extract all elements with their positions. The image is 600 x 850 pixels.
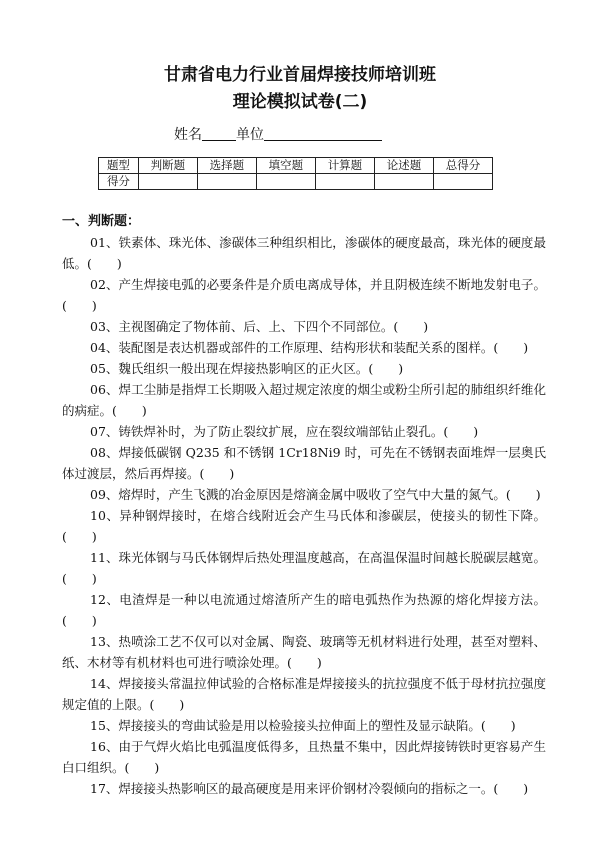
score-cell[interactable] [138, 174, 197, 190]
question-item: 01、铁素体、珠光体、渗碳体三种组织相比，渗碳体的硬度最高，珠光体的硬度最低。( ) [62, 235, 546, 271]
question-item: 15、焊接接头的弯曲试验是用以检验接头拉伸面上的塑性及显示缺陷。( ) [90, 718, 516, 733]
score-table-header-row [99, 158, 493, 174]
question-item: 17、焊接接头热影响区的最高硬度是用来评价钢材冷裂倾向的指标之一。( ) [90, 781, 529, 796]
col-calculation: 计算题 [315, 158, 374, 174]
question-list [62, 232, 546, 799]
question-item: 10、异种钢焊接时，在熔合线附近会产生马氏体和渗碳层，使接头的韧性下降。( ) [62, 508, 546, 544]
score-table [98, 157, 493, 190]
score-row-label: 得分 [99, 174, 139, 190]
score-cell[interactable] [197, 174, 256, 190]
col-fill-blank: 填空题 [256, 158, 315, 174]
score-table-score-row [99, 174, 493, 190]
question-item: 03、主视图确定了物体前、后、上、下四个不同部位。( ) [90, 319, 429, 334]
question-item: 13、热喷涂工艺不仅可以对金属、陶瓷、玻璃等无机材料进行处理，甚至对塑料、纸、木材等有机材料也可进行喷涂处理。( ) [62, 634, 546, 670]
question-item: 05、魏氏组织一般出现在焊接热影响区的正火区。( ) [90, 361, 404, 376]
question-item: 09、熔焊时，产生飞溅的冶金原因是熔滴金属中吸收了空气中大量的氮气。( ) [90, 487, 541, 502]
col-total-score: 总得分 [433, 158, 492, 174]
col-essay: 论述题 [374, 158, 433, 174]
score-cell[interactable] [374, 174, 433, 190]
candidate-info-line [174, 124, 382, 144]
question-item: 06、焊工尘肺是指焊工长期吸入超过规定浓度的烟尘或粉尘所引起的肺组织纤维化的病症。( ) [62, 382, 546, 418]
score-cell[interactable] [433, 174, 492, 190]
question-item: 02、产生焊接电弧的必要条件是介质电离成导体，并且阴极连续不断地发射电子。( ) [62, 277, 546, 313]
question-item: 04、装配图是表达机器或部件的工作原理、结构形状和装配关系的图样。( ) [90, 340, 529, 355]
question-item: 14、焊接接头常温拉伸试验的合格标准是焊接接头的抗拉强度不低于母材抗拉强度规定值的上限。( ) [62, 676, 546, 712]
name-blank[interactable] [202, 126, 236, 141]
score-cell[interactable] [256, 174, 315, 190]
question-item: 16、由于气焊火焰比电弧温度低得多，且热量不集中，因此焊接铸铁时更容易产生白口组织。( ) [62, 739, 546, 775]
col-question-type: 题型 [99, 158, 139, 174]
exam-title-line1: 甘肃省电力行业首届焊接技师培训班 [164, 65, 436, 85]
col-true-false: 判断题 [138, 158, 197, 174]
question-item: 12、电渣焊是一种以电流通过熔渣所产生的暗电弧热作为热源的熔化焊接方法。( ) [62, 592, 546, 628]
score-cell[interactable] [315, 174, 374, 190]
exam-title-line2: 理论模拟试卷(二) [232, 92, 368, 112]
unit-blank[interactable] [264, 126, 382, 141]
question-item: 11、珠光体钢与马氏体钢焊后热处理温度越高，在高温保温时间越长脱碳层越宽。( ) [62, 550, 546, 586]
col-multiple-choice: 选择题 [197, 158, 256, 174]
unit-label: 单位 [236, 127, 264, 143]
question-item: 08、焊接低碳钢 Q235 和不锈钢 1Cr18Ni9 时，可先在不锈钢表面堆焊一层奥氏体过渡层，然后再焊接。( ) [62, 445, 546, 481]
section-title: 一、判断题： [62, 214, 141, 229]
question-item: 07、铸铁焊补时，为了防止裂纹扩展，应在裂纹端部钻止裂孔。( ) [90, 424, 479, 439]
name-label: 姓名 [174, 127, 202, 143]
